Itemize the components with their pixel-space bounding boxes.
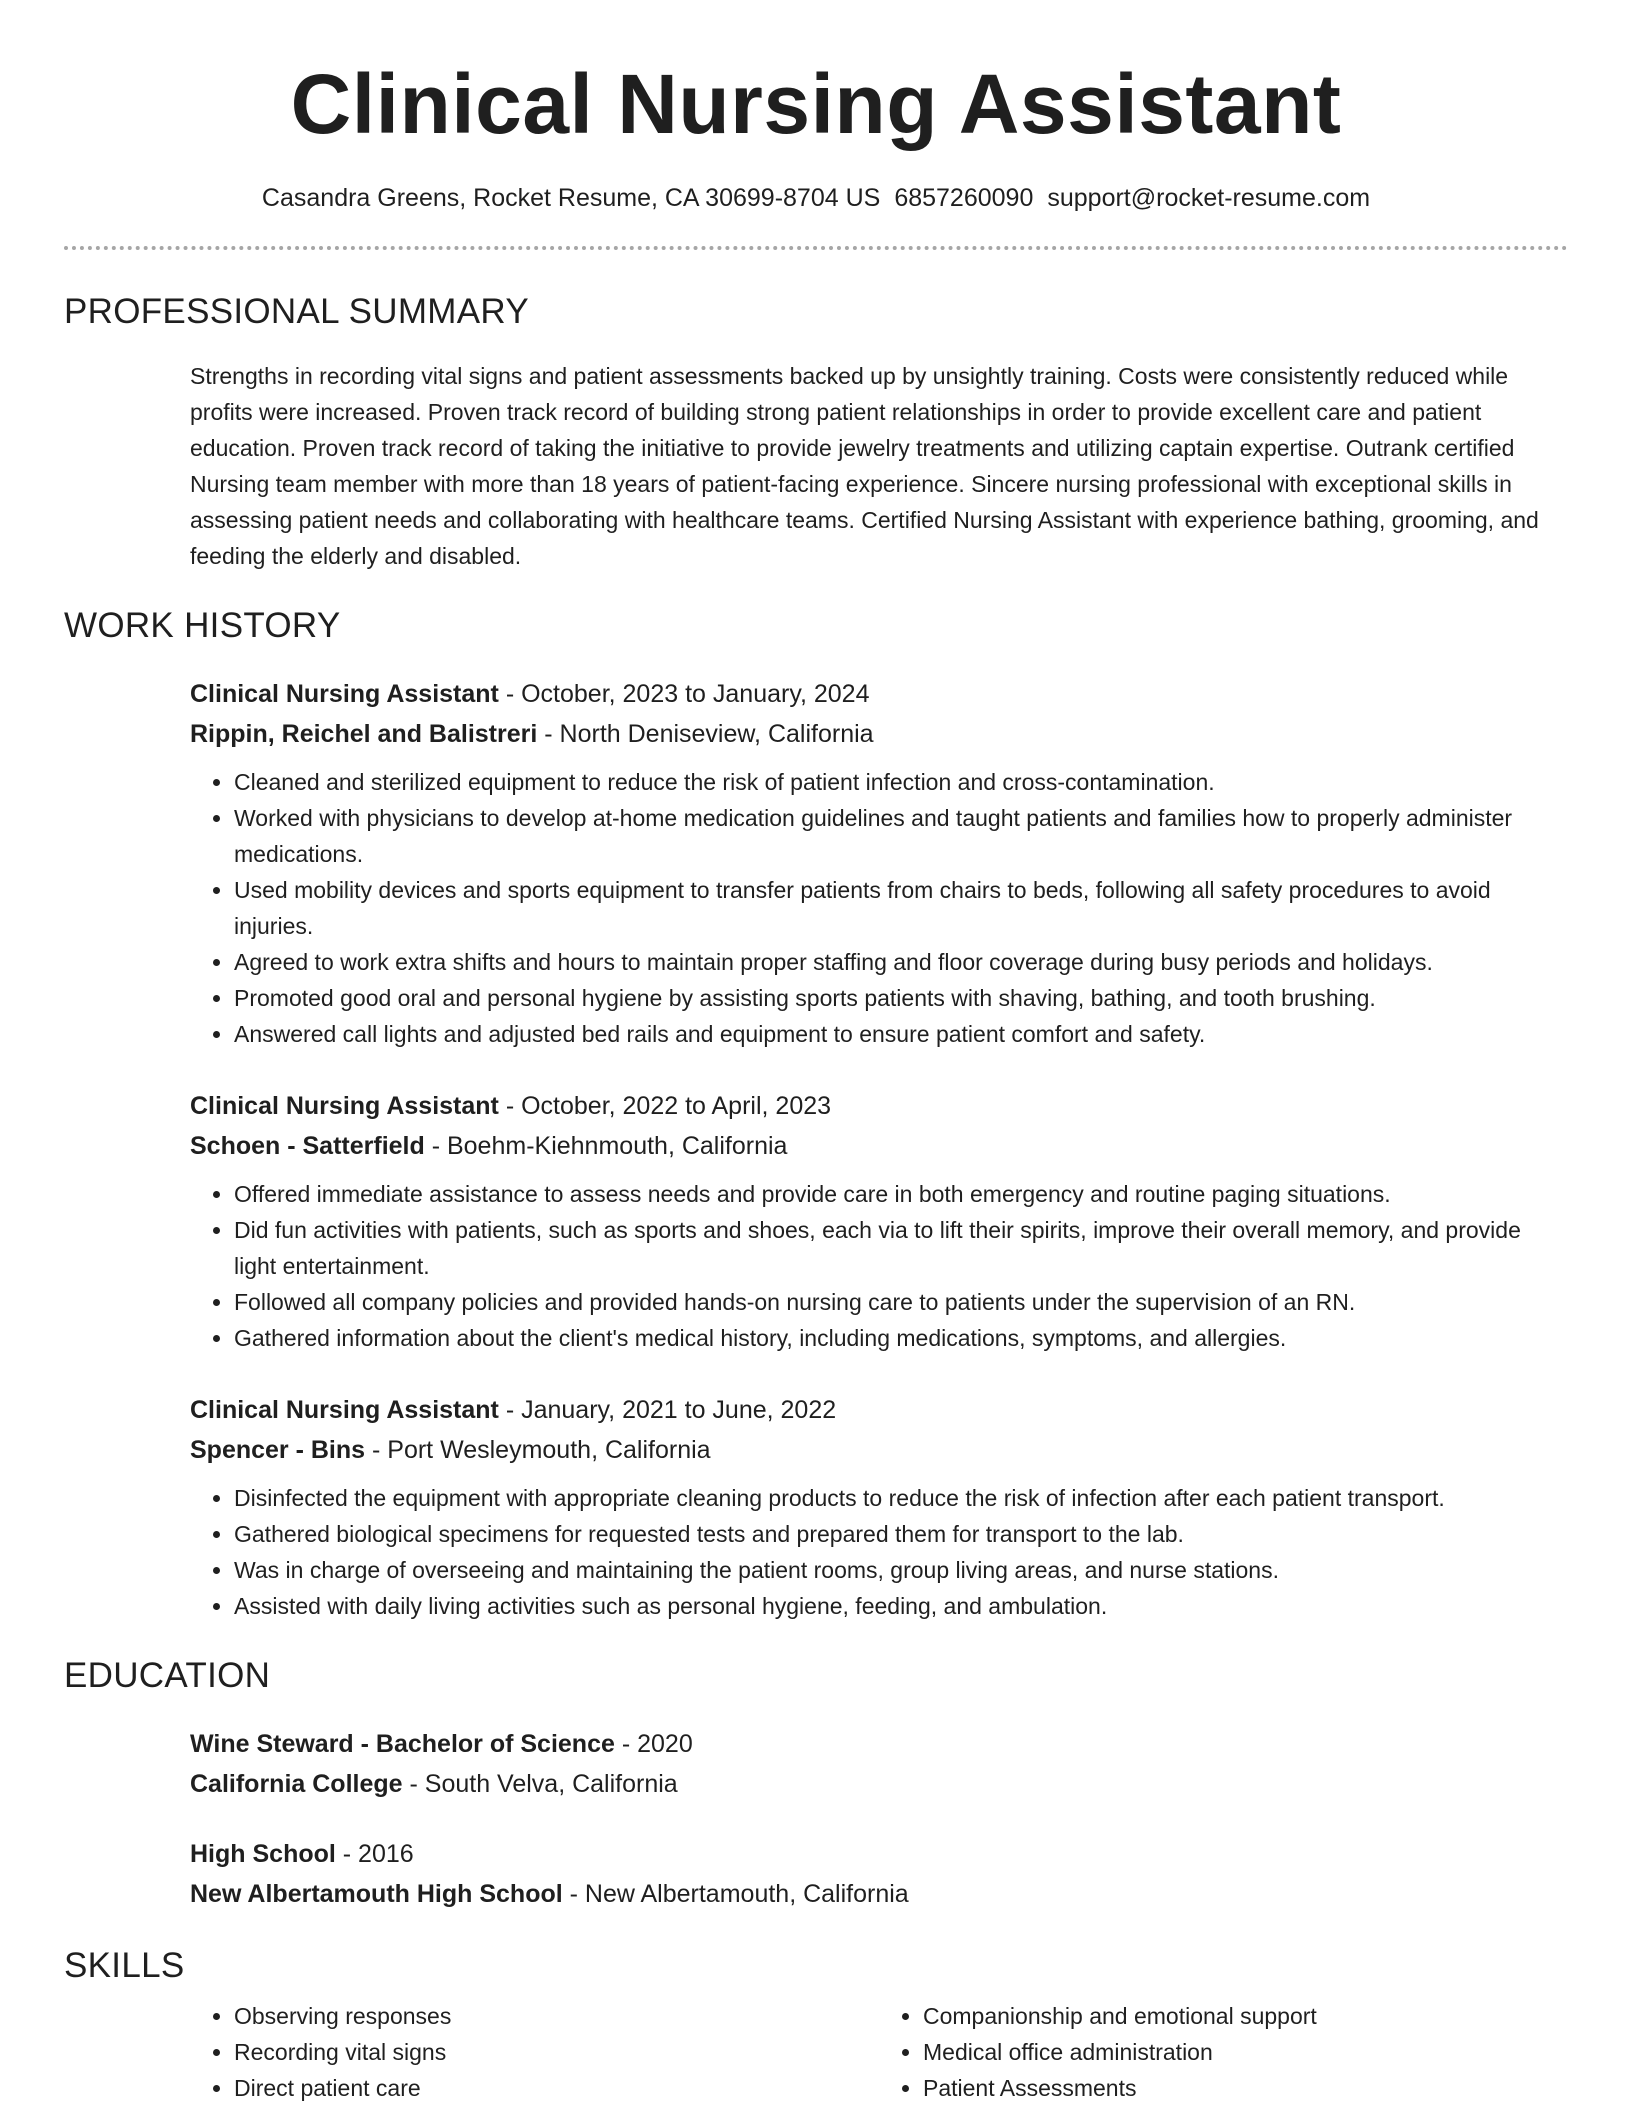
education-entry [190,1724,1568,1804]
contact-email: support@rocket-resume.com [1047,184,1371,212]
summary-heading: PROFESSIONAL SUMMARY [64,292,529,331]
skills-column-left [190,1998,879,2106]
job-bullet: • Answered call lights and adjusted bed rails and equipment to ensure patient comfort and safety. [234,1016,1568,1052]
summary-section [64,358,1568,574]
job-title-line [190,1086,1568,1126]
job-role: Clinical Nursing Assistant [190,1092,499,1120]
job-employer: Schoen - Satterfield [190,1132,425,1160]
job-role: Clinical Nursing Assistant [190,1396,499,1424]
job-employer-line [190,1430,1568,1470]
job-bullet: • Agreed to work extra shifts and hours to maintain proper staffing and floor coverage during busy periods and holidays. [234,944,1568,980]
work-history-heading: WORK HISTORY [64,606,341,645]
skill-item: • Medical office administration [923,2034,1568,2070]
job-dates: - January, 2021 to June, 2022 [498,1396,837,1424]
education-year: - 2020 [614,1730,693,1758]
education-school-line [190,1764,1568,1804]
job-bullet: • Worked with physicians to develop at-home medication guidelines and taught patients and families how to properly administer medications. [234,800,1568,872]
contact-address: Casandra Greens, Rocket Resume, CA 30699-8704 US [261,184,881,212]
education-location: - South Velva, California [402,1770,678,1798]
job-bullets [190,1176,1568,1356]
education-location: - New Albertamouth, California [562,1880,909,1908]
job-bullet: • Promoted good oral and personal hygiene by assisting sports patients with shaving, bathing, and tooth brushing. [234,980,1568,1016]
education-degree-line [190,1834,1568,1874]
job-title-line [190,1390,1568,1430]
job-location: - Boehm-Kiehnmouth, California [424,1132,788,1160]
work-history-section [64,674,1568,1624]
job-bullet: • Followed all company policies and provided hands-on nursing care to patients under the supervision of an RN. [234,1284,1568,1320]
education-school: New Albertamouth High School [190,1880,563,1908]
job-entry [190,1390,1568,1624]
job-bullets [190,764,1568,1052]
job-bullet: • Did fun activities with patients, such as sports and shoes, each via to lift their spirits, improve their overall memory, and provide light entertainment. [234,1212,1568,1284]
job-bullet: • Gathered information about the client's medical history, including medications, symptoms, and allergies. [234,1320,1568,1356]
education-heading: EDUCATION [64,1656,271,1695]
skills-grid [190,1998,1568,2106]
education-degree: High School [190,1840,336,1868]
skill-item: • Direct patient care [234,2070,879,2106]
job-bullet: • Gathered biological specimens for requested tests and prepared them for transport to the lab. [234,1516,1568,1552]
skill-item: • Recording vital signs [234,2034,879,2070]
summary-text: Strengths in recording vital signs and patient assessments backed up by unsightly training. Costs were consistently reduced while profits were increased. Proven track record of building strong patient relationships in order to provide excellent care and patient education. Proven track record of taking the initiative to provide jewelry treatments and utilizing captain expertise. Outrank certified Nursing team member with more than 18 years of patient-facing experience. Sincere nursing professional with exceptional skills in assessing patient needs and collaborating with healthcare teams. Certified Nursing Assistant with experience bathing, grooming, and feeding the elderly and disabled. [190,363,1539,569]
education-degree: Wine Steward - Bachelor of Science [190,1730,615,1758]
job-entry [190,1086,1568,1356]
header-divider [64,246,1568,250]
job-entry [190,674,1568,1052]
skill-item: • Observing responses [234,1998,879,2034]
job-title-line [190,674,1568,714]
job-bullets [190,1480,1568,1624]
resume-header [64,0,1568,250]
job-bullet: • Offered immediate assistance to assess needs and provide care in both emergency and routine paging situations. [234,1176,1568,1212]
education-degree-line [190,1724,1568,1764]
contact-phone: 6857260090 [894,184,1034,212]
education-school: California College [190,1770,403,1798]
job-dates: - October, 2023 to January, 2024 [498,680,870,708]
job-location: - Port Wesleymouth, California [365,1436,711,1464]
resume-name: Clinical Nursing Assistant [290,57,1342,151]
job-location: - North Deniseview, California [537,720,874,748]
job-bullet: • Assisted with daily living activities such as personal hygiene, feeding, and ambulation. [234,1588,1568,1624]
job-employer: Spencer - Bins [190,1436,366,1464]
job-employer-line [190,714,1568,754]
job-bullet: • Was in charge of overseeing and maintaining the patient rooms, group living areas, and nurse stations. [234,1552,1568,1588]
education-entry [190,1834,1568,1914]
education-section [64,1724,1568,1914]
skill-item: • Companionship and emotional support [923,1998,1568,2034]
skills-heading: SKILLS [64,1946,185,1985]
education-school-line [190,1874,1568,1914]
job-dates: - October, 2022 to April, 2023 [498,1092,832,1120]
job-bullet: • Used mobility devices and sports equipment to transfer patients from chairs to beds, following all safety procedures to avoid injuries. [234,872,1568,944]
education-year: - 2016 [335,1840,414,1868]
job-bullet: • Cleaned and sterilized equipment to reduce the risk of patient infection and cross-contamination. [234,764,1568,800]
skill-item: • Patient Assessments [923,2070,1568,2106]
job-employer: Rippin, Reichel and Balistreri [190,720,538,748]
contact-line [64,182,1568,214]
job-bullet: • Disinfected the equipment with appropriate cleaning products to reduce the risk of infection after each patient transport. [234,1480,1568,1516]
job-role: Clinical Nursing Assistant [190,680,499,708]
skills-section [64,1998,1568,2106]
skills-column-right [879,1998,1568,2106]
job-employer-line [190,1126,1568,1166]
